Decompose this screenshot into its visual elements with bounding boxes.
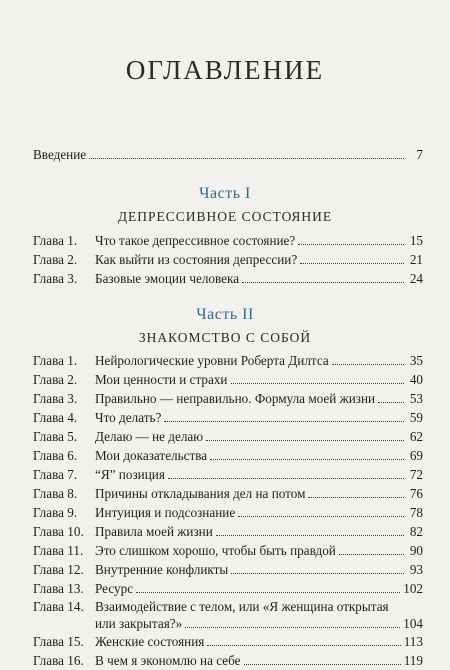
page-number: 72: [409, 467, 423, 482]
leader-dots: [244, 664, 401, 665]
leader-dots: [185, 627, 400, 628]
leader-dots: [206, 440, 404, 441]
toc-entry[interactable]: [33, 408, 423, 427]
leader-dots: [164, 421, 404, 422]
chapter-title-block: [95, 598, 423, 632]
chapter-title: Женские состояния: [95, 634, 205, 649]
chapter-title: Внутренние конфликты: [95, 562, 229, 577]
leader-dots: [207, 645, 400, 646]
leader-dots: [210, 459, 404, 460]
page-number: 104: [403, 616, 423, 631]
page-number: 59: [409, 410, 423, 425]
chapter-number: Глава 1.: [33, 353, 78, 368]
chapter-number: Глава 10.: [33, 524, 84, 539]
toc-entry[interactable]: [33, 465, 423, 484]
toc-entry[interactable]: [33, 269, 423, 288]
chapter-title: Это слишком хорошо, чтобы быть правдой: [95, 543, 336, 558]
page-number: 113: [403, 634, 423, 649]
leader-dots: [339, 554, 404, 555]
leader-dots: [300, 263, 404, 264]
toc-entry[interactable]: [33, 446, 423, 465]
intro-entry[interactable]: [33, 145, 423, 164]
chapter-number: Глава 11.: [33, 543, 84, 558]
chapter-number: Глава 15.: [33, 634, 84, 649]
entry-title: Введение: [33, 147, 87, 162]
toc-entry[interactable]: [33, 579, 423, 598]
toc-title: ОГЛАВЛЕНИЕ: [125, 55, 325, 85]
chapter-title: Делаю — не делаю: [95, 429, 204, 444]
chapter-title: Как выйти из состояния депрессии?: [95, 252, 298, 267]
chapter-number: Глава 8.: [33, 486, 78, 501]
part-2-title: ЗНАКОМСТВО С СОБОЙ: [138, 330, 312, 345]
toc-entry[interactable]: [33, 503, 423, 522]
chapter-title: Ресурс: [95, 581, 134, 596]
toc-entry[interactable]: [33, 541, 423, 560]
page-number: 7: [416, 147, 423, 162]
chapter-title: Интуиция и подсознание: [95, 505, 236, 520]
chapter-number: Глава 5.: [33, 429, 78, 444]
leader-dots: [168, 478, 404, 479]
chapter-number: Глава 9.: [33, 505, 78, 520]
leader-dots: [89, 158, 404, 159]
toc-entry[interactable]: [33, 484, 423, 503]
toc-entry[interactable]: [33, 598, 423, 632]
part-2-chapter-list: [33, 351, 423, 670]
leader-dots: [242, 282, 404, 283]
page-number: 21: [409, 252, 423, 267]
chapter-number: Глава 4.: [33, 410, 78, 425]
chapter-number: Глава 14.: [33, 599, 84, 614]
chapter-number: Глава 1.: [33, 233, 78, 248]
chapter-title: Что такое депрессивное состояние?: [95, 233, 296, 248]
part-2-label: Часть II: [196, 306, 254, 323]
page-number: 40: [409, 372, 423, 387]
chapter-number: Глава 2.: [33, 372, 78, 387]
chapter-number: Глава 3.: [33, 271, 78, 286]
chapter-title: Мои доказательства: [95, 448, 208, 463]
chapter-title: Правильно — неправильно. Формула моей жизни: [95, 391, 376, 406]
toc-entry[interactable]: [33, 651, 423, 670]
toc-entry[interactable]: [33, 522, 423, 541]
chapter-number: Глава 6.: [33, 448, 78, 463]
page-number: 15: [409, 233, 423, 248]
page-number: 102: [403, 581, 423, 596]
toc-entry[interactable]: [33, 250, 423, 269]
chapter-title: Причины откладывания дел на потом: [95, 486, 306, 501]
page-number: 53: [409, 391, 423, 406]
part-1-title: ДЕПРЕССИВНОЕ СОСТОЯНИЕ: [117, 209, 333, 224]
leader-dots: [231, 573, 404, 574]
chapter-title: Взаимодействие с телом, или «Я женщина открытая: [95, 599, 389, 614]
toc-entry[interactable]: [33, 427, 423, 446]
leader-dots: [308, 497, 404, 498]
chapter-title: “Я” позиция: [95, 467, 165, 482]
chapter-title: Базовые эмоции человека: [95, 271, 240, 286]
page-number: 82: [409, 524, 423, 539]
leader-dots: [216, 535, 404, 536]
page-number: 69: [409, 448, 423, 463]
chapter-number: Глава 2.: [33, 252, 78, 267]
toc-entry[interactable]: [33, 231, 423, 250]
chapter-title: Мои ценности и страхи: [95, 372, 228, 387]
page-number: 93: [409, 562, 423, 577]
chapter-number: Глава 7.: [33, 467, 78, 482]
leader-dots: [378, 402, 404, 403]
toc-entry[interactable]: [33, 560, 423, 579]
part-1-label: Часть I: [199, 185, 251, 202]
chapter-title-continued: или закрытая?»: [95, 616, 183, 631]
page-number: 78: [409, 505, 423, 520]
page-number: 62: [409, 429, 423, 444]
toc-entry[interactable]: [33, 370, 423, 389]
chapter-number: Глава 13.: [33, 581, 84, 596]
chapter-title: Нейрологические уровни Роберта Дилтса: [95, 353, 329, 368]
chapter-title: В чем я экономлю на себе: [95, 653, 241, 668]
leader-dots: [238, 516, 404, 517]
page-number: 24: [409, 271, 423, 286]
toc-entry[interactable]: [33, 632, 423, 651]
page-number: 35: [409, 353, 423, 368]
page-number: 76: [409, 486, 423, 501]
chapter-title: Правила моей жизни: [95, 524, 213, 539]
chapter-number: Глава 16.: [33, 653, 84, 668]
leader-dots: [136, 592, 400, 593]
page-number: 90: [409, 543, 423, 558]
toc-entry[interactable]: [33, 351, 423, 370]
leader-dots: [298, 244, 404, 245]
chapter-number: Глава 12.: [33, 562, 84, 577]
part-1-chapter-list: [33, 231, 423, 288]
page-number: 119: [403, 653, 423, 668]
leader-dots: [231, 383, 405, 384]
leader-dots: [332, 364, 404, 365]
chapter-number: Глава 3.: [33, 391, 78, 406]
chapter-title: Что делать?: [95, 410, 162, 425]
toc-entry[interactable]: [33, 389, 423, 408]
